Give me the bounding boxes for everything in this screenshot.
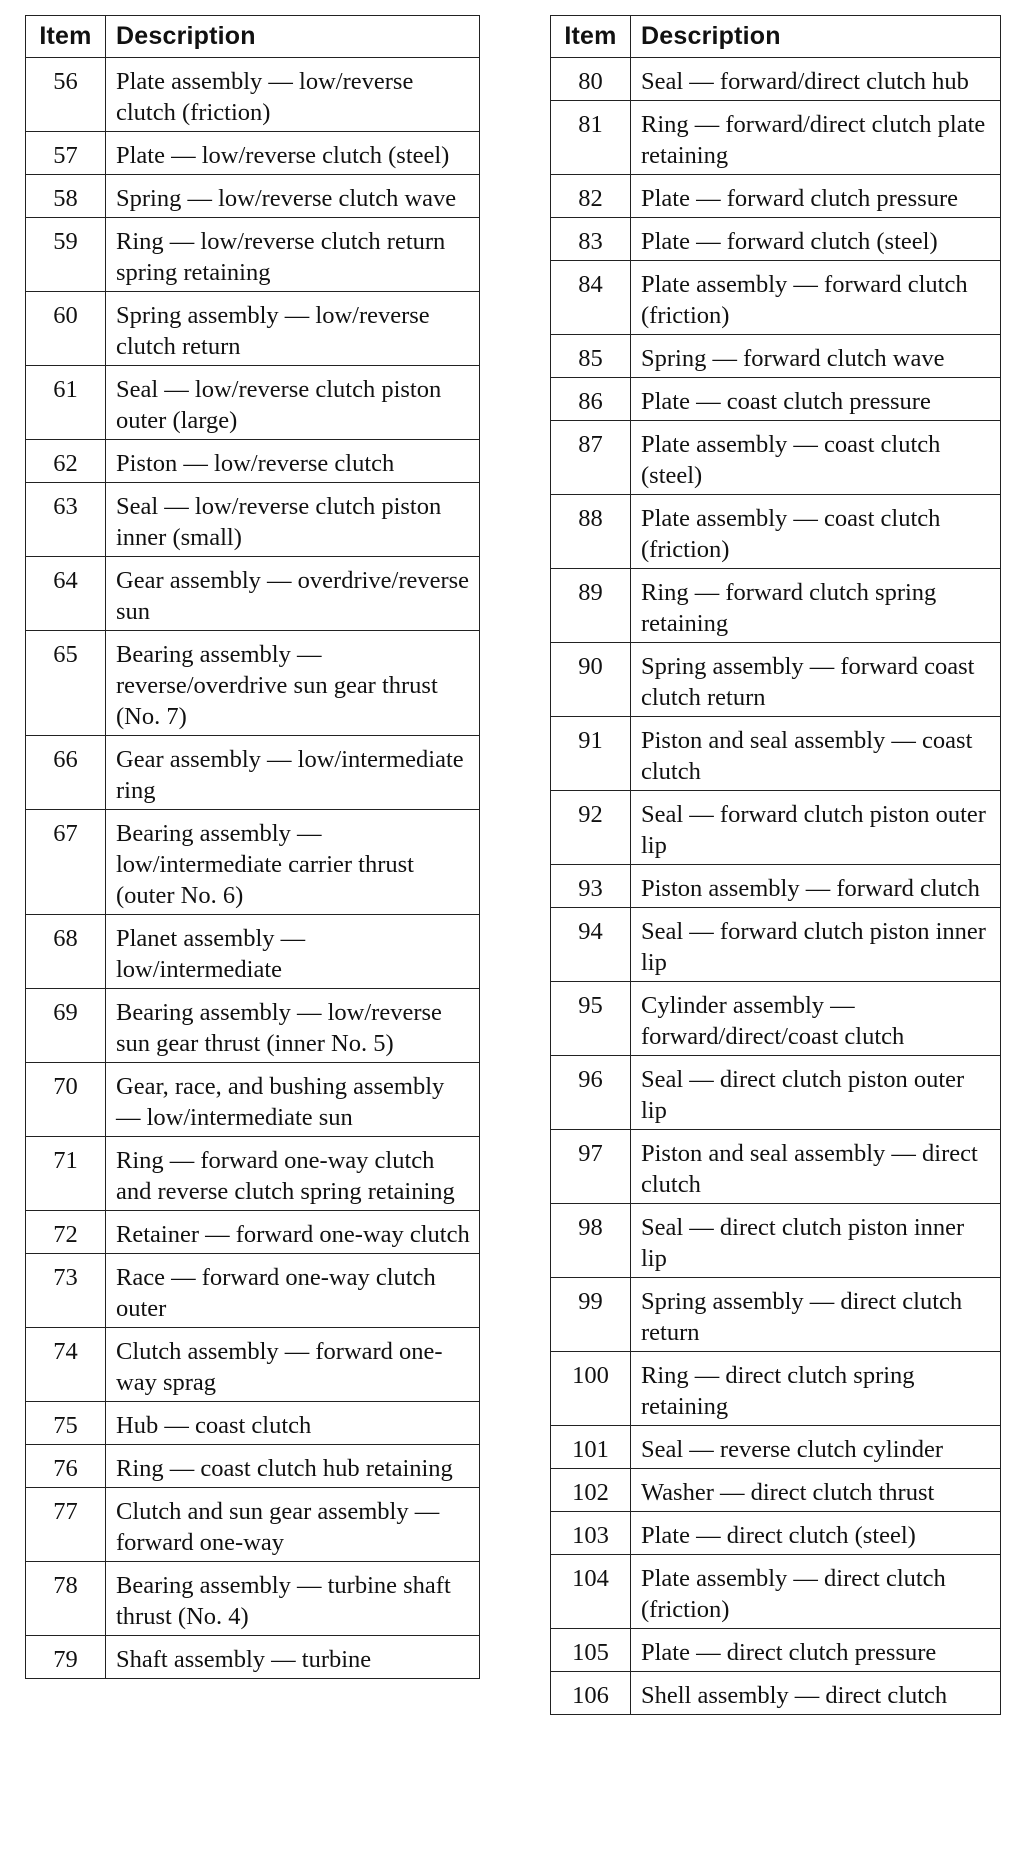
item-description: Bearing assembly — low/intermediate carrier thrust (outer No. 6) [106, 810, 480, 915]
item-description: Shell assembly — direct clutch [631, 1672, 1001, 1715]
item-description: Plate assembly — direct clutch (friction) [631, 1555, 1001, 1629]
table-row [551, 1352, 1001, 1426]
table-row [551, 261, 1001, 335]
item-description: Gear assembly — low/intermediate ring [106, 736, 480, 810]
item-number: 59 [26, 218, 106, 292]
table-row [26, 366, 480, 440]
table-row [26, 292, 480, 366]
table-row [26, 1636, 480, 1679]
item-number: 97 [551, 1130, 631, 1204]
item-description: Plate — forward clutch pressure [631, 175, 1001, 218]
item-description: Seal — forward/direct clutch hub [631, 58, 1001, 101]
item-description: Seal — reverse clutch cylinder [631, 1426, 1001, 1469]
table-row [551, 1056, 1001, 1130]
item-number: 85 [551, 335, 631, 378]
table-row [551, 1426, 1001, 1469]
table-row [551, 495, 1001, 569]
item-description: Plate assembly — coast clutch (steel) [631, 421, 1001, 495]
table-row [26, 1063, 480, 1137]
item-number: 100 [551, 1352, 631, 1426]
item-number: 92 [551, 791, 631, 865]
item-description: Cylinder assembly — forward/direct/coast clutch [631, 982, 1001, 1056]
item-number: 76 [26, 1445, 106, 1488]
item-number: 88 [551, 495, 631, 569]
table-row [551, 175, 1001, 218]
table-row [26, 915, 480, 989]
item-description: Gear, race, and bushing assembly — low/intermediate sun [106, 1063, 480, 1137]
item-description: Spring assembly — low/reverse clutch return [106, 292, 480, 366]
item-number: 65 [26, 631, 106, 736]
item-number: 75 [26, 1402, 106, 1445]
table-row [26, 1137, 480, 1211]
item-number: 60 [26, 292, 106, 366]
item-description: Ring — forward one-way clutch and reverse clutch spring retaining [106, 1137, 480, 1211]
item-description: Plate assembly — forward clutch (friction) [631, 261, 1001, 335]
item-description: Seal — direct clutch piston outer lip [631, 1056, 1001, 1130]
item-number: 62 [26, 440, 106, 483]
item-number: 57 [26, 132, 106, 175]
item-description: Spring — low/reverse clutch wave [106, 175, 480, 218]
item-description: Plate — low/reverse clutch (steel) [106, 132, 480, 175]
table-row [551, 1130, 1001, 1204]
item-number: 69 [26, 989, 106, 1063]
item-description: Ring — low/reverse clutch return spring retaining [106, 218, 480, 292]
item-number: 78 [26, 1562, 106, 1636]
item-number: 61 [26, 366, 106, 440]
parts-table-left [25, 15, 480, 1679]
item-number: 80 [551, 58, 631, 101]
table-row [551, 865, 1001, 908]
item-number: 67 [26, 810, 106, 915]
item-description: Shaft assembly — turbine [106, 1636, 480, 1679]
table-row [26, 1211, 480, 1254]
item-description: Clutch and sun gear assembly — forward one-way [106, 1488, 480, 1562]
item-description: Piston and seal assembly — direct clutch [631, 1130, 1001, 1204]
table-row [26, 1445, 480, 1488]
item-description: Hub — coast clutch [106, 1402, 480, 1445]
item-number: 71 [26, 1137, 106, 1211]
table-row [551, 791, 1001, 865]
item-description: Retainer — forward one-way clutch [106, 1211, 480, 1254]
item-number: 63 [26, 483, 106, 557]
table-row [551, 908, 1001, 982]
item-description: Plate — coast clutch pressure [631, 378, 1001, 421]
table-row [26, 631, 480, 736]
item-description: Bearing assembly — reverse/overdrive sun gear thrust (No. 7) [106, 631, 480, 736]
item-number: 84 [551, 261, 631, 335]
table-row [26, 1488, 480, 1562]
item-description: Seal — low/reverse clutch piston outer (large) [106, 366, 480, 440]
table-row [26, 1254, 480, 1328]
table-row [551, 1204, 1001, 1278]
table-row [26, 1562, 480, 1636]
item-number: 89 [551, 569, 631, 643]
table-row [551, 982, 1001, 1056]
item-description: Ring — coast clutch hub retaining [106, 1445, 480, 1488]
table-row [26, 989, 480, 1063]
table-row [551, 335, 1001, 378]
item-description: Seal — forward clutch piston outer lip [631, 791, 1001, 865]
item-description: Plate — direct clutch pressure [631, 1629, 1001, 1672]
item-description: Planet assembly — low/intermediate [106, 915, 480, 989]
item-description: Spring assembly — forward coast clutch return [631, 643, 1001, 717]
table-row [26, 1328, 480, 1402]
parts-table-right-body [551, 58, 1001, 1715]
item-number: 99 [551, 1278, 631, 1352]
item-description: Seal — low/reverse clutch piston inner (small) [106, 483, 480, 557]
table-row [26, 736, 480, 810]
table-row [26, 58, 480, 132]
item-number: 94 [551, 908, 631, 982]
table-row [26, 810, 480, 915]
table-row [26, 440, 480, 483]
item-number: 104 [551, 1555, 631, 1629]
table-row [551, 1469, 1001, 1512]
table-row [26, 218, 480, 292]
item-description: Race — forward one-way clutch outer [106, 1254, 480, 1328]
item-description: Plate assembly — coast clutch (friction) [631, 495, 1001, 569]
item-column-header: Item [551, 16, 631, 58]
table-row [551, 378, 1001, 421]
description-column-header: Description [631, 16, 1001, 58]
item-description: Bearing assembly — turbine shaft thrust (No. 4) [106, 1562, 480, 1636]
item-description: Seal — forward clutch piston inner lip [631, 908, 1001, 982]
item-description: Washer — direct clutch thrust [631, 1469, 1001, 1512]
item-number: 82 [551, 175, 631, 218]
item-column-header: Item [26, 16, 106, 58]
item-number: 106 [551, 1672, 631, 1715]
item-description: Spring — forward clutch wave [631, 335, 1001, 378]
table-row [551, 421, 1001, 495]
item-number: 91 [551, 717, 631, 791]
item-number: 102 [551, 1469, 631, 1512]
table-row [551, 58, 1001, 101]
item-number: 56 [26, 58, 106, 132]
item-number: 103 [551, 1512, 631, 1555]
item-description: Seal — direct clutch piston inner lip [631, 1204, 1001, 1278]
item-number: 105 [551, 1629, 631, 1672]
header-row [551, 16, 1001, 58]
item-number: 73 [26, 1254, 106, 1328]
item-number: 72 [26, 1211, 106, 1254]
item-number: 68 [26, 915, 106, 989]
item-description: Spring assembly — direct clutch return [631, 1278, 1001, 1352]
item-number: 64 [26, 557, 106, 631]
table-row [551, 218, 1001, 261]
table-row [551, 1672, 1001, 1715]
item-description: Clutch assembly — forward one-way sprag [106, 1328, 480, 1402]
table-row [551, 717, 1001, 791]
item-number: 101 [551, 1426, 631, 1469]
table-row [551, 643, 1001, 717]
item-description: Plate — forward clutch (steel) [631, 218, 1001, 261]
item-number: 95 [551, 982, 631, 1056]
item-description: Ring — forward clutch spring retaining [631, 569, 1001, 643]
table-row [551, 1512, 1001, 1555]
table-row [551, 1629, 1001, 1672]
item-description: Gear assembly — overdrive/reverse sun [106, 557, 480, 631]
item-description: Plate — direct clutch (steel) [631, 1512, 1001, 1555]
item-description: Ring — forward/direct clutch plate retaining [631, 101, 1001, 175]
item-number: 87 [551, 421, 631, 495]
item-number: 81 [551, 101, 631, 175]
header-row [26, 16, 480, 58]
item-number: 79 [26, 1636, 106, 1679]
item-description: Plate assembly — low/reverse clutch (friction) [106, 58, 480, 132]
parts-table-right [550, 15, 1001, 1715]
table-row [551, 101, 1001, 175]
item-description: Piston — low/reverse clutch [106, 440, 480, 483]
item-description: Bearing assembly — low/reverse sun gear thrust (inner No. 5) [106, 989, 480, 1063]
table-row [26, 132, 480, 175]
item-number: 93 [551, 865, 631, 908]
table-row [26, 483, 480, 557]
item-number: 98 [551, 1204, 631, 1278]
table-row [551, 1555, 1001, 1629]
table-row [551, 569, 1001, 643]
item-number: 58 [26, 175, 106, 218]
item-description: Ring — direct clutch spring retaining [631, 1352, 1001, 1426]
item-number: 74 [26, 1328, 106, 1402]
item-number: 90 [551, 643, 631, 717]
table-row [551, 1278, 1001, 1352]
table-row [26, 175, 480, 218]
item-number: 96 [551, 1056, 631, 1130]
item-number: 83 [551, 218, 631, 261]
item-number: 66 [26, 736, 106, 810]
table-row [26, 557, 480, 631]
item-number: 70 [26, 1063, 106, 1137]
item-number: 86 [551, 378, 631, 421]
description-column-header: Description [106, 16, 480, 58]
item-description: Piston and seal assembly — coast clutch [631, 717, 1001, 791]
table-row [26, 1402, 480, 1445]
item-number: 77 [26, 1488, 106, 1562]
item-description: Piston assembly — forward clutch [631, 865, 1001, 908]
parts-table-left-body [26, 58, 480, 1679]
